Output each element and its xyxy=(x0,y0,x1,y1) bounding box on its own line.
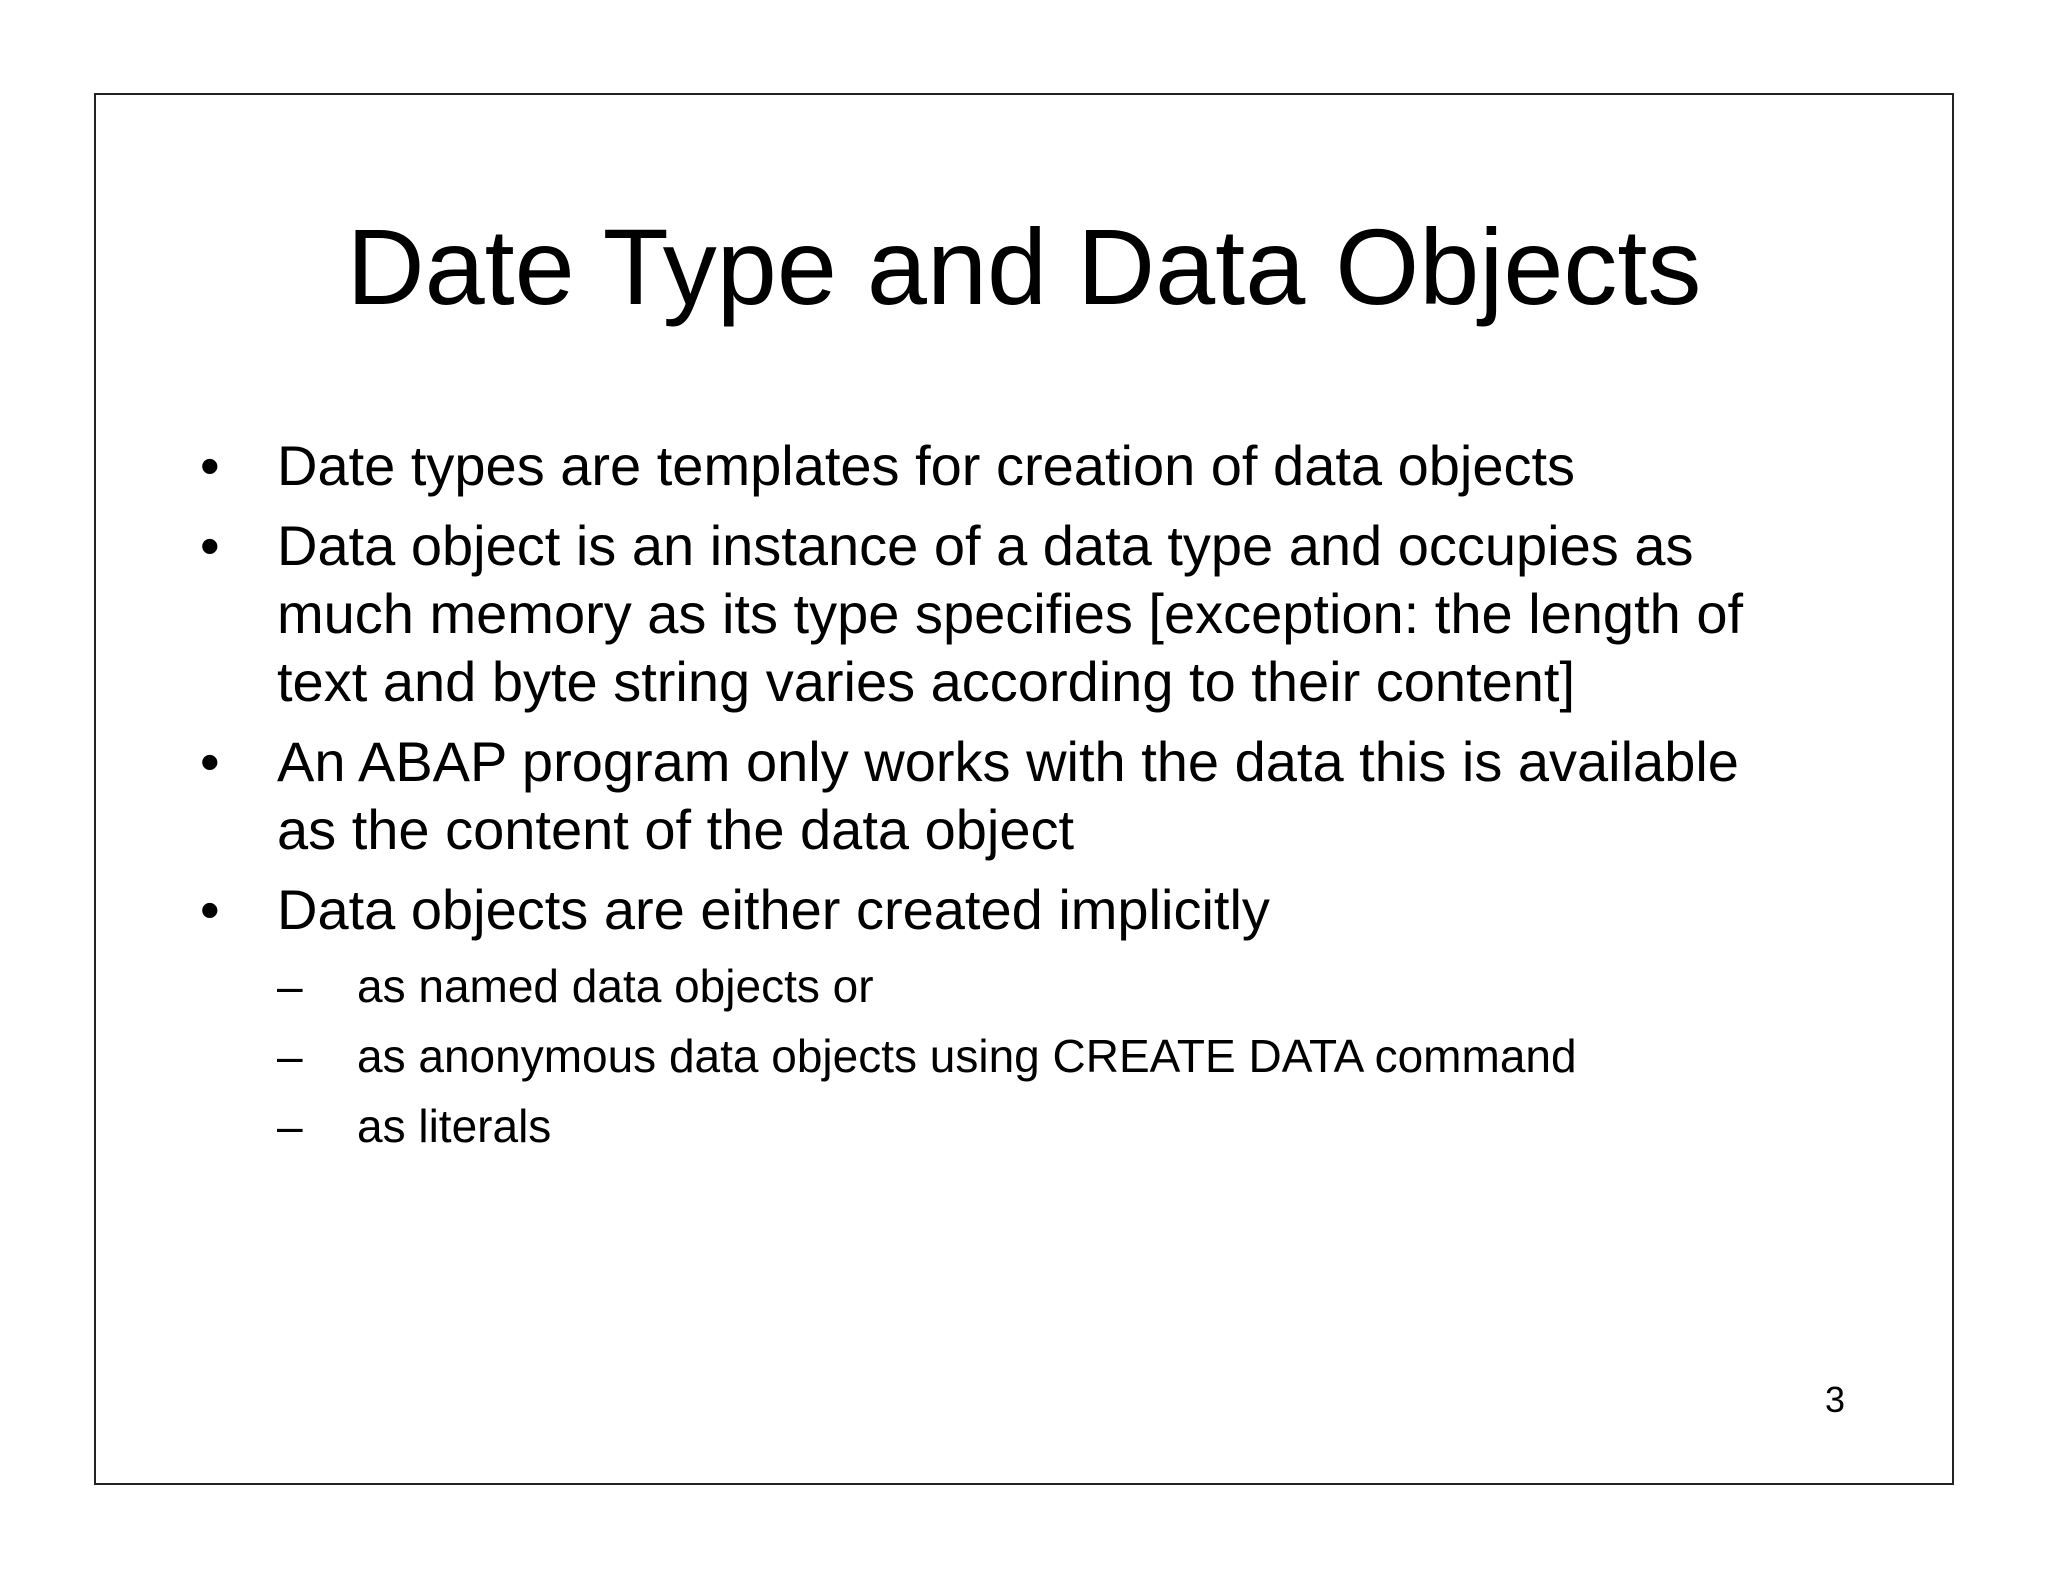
page-number: 3 xyxy=(1825,1379,1846,1420)
bullet-list xyxy=(200,432,1800,1168)
bullet-marker: • xyxy=(200,878,220,941)
sub-list-item xyxy=(277,1098,1800,1154)
sub-list xyxy=(277,958,1800,1154)
sub-list-item xyxy=(277,958,1800,1014)
bullet-text: An ABAP program only works with the data this is available as the content of the data object xyxy=(277,730,1739,861)
bullet-text: Data object is an instance of a data type and occupies as much memory as its type specifies [exception: the length of text and byte string varies according to their content] xyxy=(277,514,1744,713)
list-item xyxy=(200,728,1800,864)
dash-marker: – xyxy=(277,960,303,1012)
list-item xyxy=(200,432,1800,500)
dash-marker: – xyxy=(277,1030,303,1082)
sub-item-text: as anonymous data objects using CREATE DATA command xyxy=(357,1030,1577,1082)
slide-title: Date Type and Data Objects xyxy=(346,206,1702,327)
sub-item-text: as named data objects or xyxy=(357,960,874,1012)
bullet-marker: • xyxy=(200,514,220,577)
sub-item-text: as literals xyxy=(357,1100,552,1152)
bullet-marker: • xyxy=(200,730,220,793)
bullet-marker: • xyxy=(200,434,220,497)
bullet-text: Date types are templates for creation of data objects xyxy=(277,434,1576,497)
bullet-text: Data objects are either created implicitly xyxy=(277,878,1270,941)
dash-marker: – xyxy=(277,1100,303,1152)
list-item xyxy=(200,512,1800,716)
list-item xyxy=(200,876,1800,1154)
sub-list-item xyxy=(277,1028,1800,1084)
